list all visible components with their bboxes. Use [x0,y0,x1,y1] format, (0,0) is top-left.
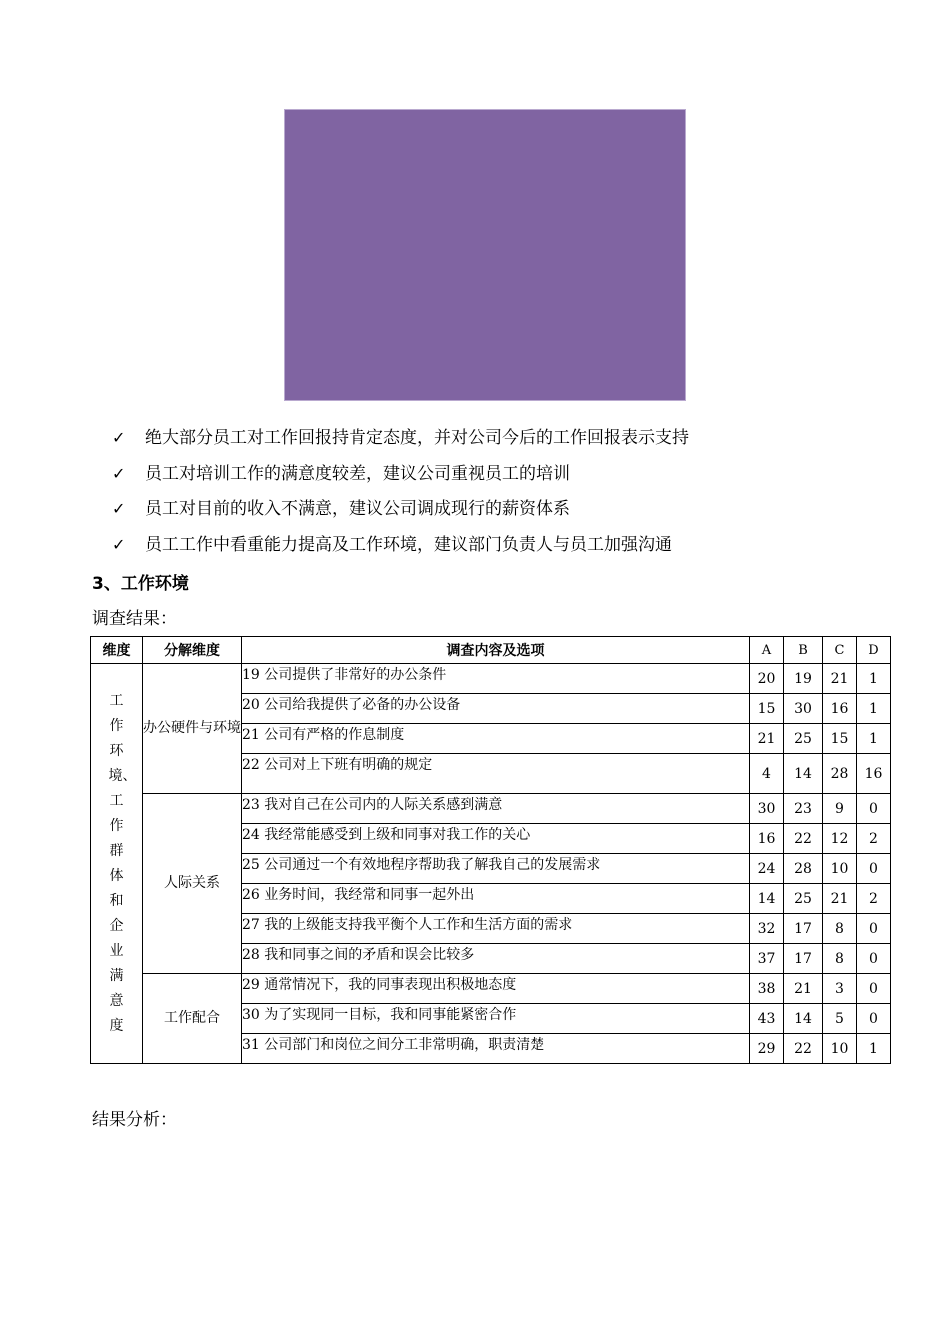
item-cell: 31 公司部门和岗位之间分工非常明确，职责清楚 [242,1034,750,1064]
checkmark-icon: ✓ [112,499,126,518]
count-d: 0 [857,1004,891,1034]
bullet-item [112,425,689,461]
count-a: 29 [750,1034,784,1064]
count-a: 38 [750,974,784,1004]
table-header-row [91,637,891,664]
count-c: 10 [823,1034,857,1064]
count-d: 1 [857,724,891,754]
count-c: 8 [823,944,857,974]
count-d: 0 [857,914,891,944]
count-d: 0 [857,794,891,824]
count-b: 28 [784,854,823,884]
count-d: 16 [857,754,891,794]
bullet-item [112,461,689,497]
count-b: 22 [784,824,823,854]
count-d: 2 [857,824,891,854]
count-b: 25 [784,724,823,754]
count-c: 12 [823,824,857,854]
count-b: 17 [784,944,823,974]
item-cell: 21 公司有严格的作息制度 [242,724,750,754]
count-a: 21 [750,724,784,754]
table-row [91,974,891,1004]
count-a: 16 [750,824,784,854]
purple-figure-placeholder [284,109,686,401]
item-cell: 27 我的上级能支持我平衡个人工作和生活方面的需求 [242,914,750,944]
bullet-text: 绝大部分员工对工作回报持肯定态度，并对公司今后的工作回报表示支持 [145,428,689,448]
count-d: 0 [857,974,891,1004]
bullet-text: 员工工作中看重能力提高及工作环境，建议部门负责人与员工加强沟通 [145,534,672,555]
count-b: 25 [784,884,823,914]
count-a: 15 [750,694,784,724]
conclusion-bullet-list [112,425,689,567]
count-a: 43 [750,1004,784,1034]
count-b: 30 [784,694,823,724]
table-row [91,794,891,824]
count-a: 4 [750,754,784,794]
count-a: 37 [750,944,784,974]
count-a: 32 [750,914,784,944]
header-a: A [750,637,784,664]
survey-result-label: 调查结果： [92,609,177,629]
analysis-label: 结果分析： [92,1110,177,1130]
count-d: 1 [857,694,891,724]
item-cell: 23 我对自己在公司内的人际关系感到满意 [242,794,750,824]
table-row [91,664,891,694]
bullet-text: 员工对培训工作的满意度较差，建议公司重视员工的培训 [145,463,570,484]
subdimension-cell: 办公硬件与环境 [143,664,242,794]
count-b: 14 [784,1004,823,1034]
bullet-item [112,496,689,532]
count-c: 28 [823,754,857,794]
bullet-text: 员工对目前的收入不满意，建议公司调成现行的薪资体系 [145,499,570,519]
section-heading: 3、工作环境 [92,574,189,594]
item-cell: 25 公司通过一个有效地程序帮助我了解我自己的发展需求 [242,854,750,884]
header-subdimension: 分解维度 [143,637,242,664]
count-c: 15 [823,724,857,754]
checkmark-icon: ✓ [112,534,126,554]
count-a: 20 [750,664,784,694]
count-c: 16 [823,694,857,724]
count-a: 24 [750,854,784,884]
count-b: 22 [784,1034,823,1064]
checkmark-icon: ✓ [112,428,126,447]
count-a: 30 [750,794,784,824]
checkmark-icon: ✓ [112,463,126,483]
item-cell: 20 公司给我提供了必备的办公设备 [242,694,750,724]
count-b: 23 [784,794,823,824]
count-c: 3 [823,974,857,1004]
count-d: 0 [857,854,891,884]
count-d: 1 [857,1034,891,1064]
item-cell: 26 业务时间，我经常和同事一起外出 [242,884,750,914]
subdimension-cell: 工作配合 [143,974,242,1064]
item-cell: 24 我经常能感受到上级和同事对我工作的关心 [242,824,750,854]
count-b: 17 [784,914,823,944]
header-b: B [784,637,823,664]
item-cell: 28 我和同事之间的矛盾和误会比较多 [242,944,750,974]
count-b: 19 [784,664,823,694]
header-dimension: 维度 [91,637,143,664]
count-a: 14 [750,884,784,914]
survey-table [90,636,891,1064]
dimension-cell: 工作环境、工作群体和企业满意度 [91,664,143,1064]
count-d: 1 [857,664,891,694]
header-d: D [857,637,891,664]
count-c: 9 [823,794,857,824]
header-c: C [823,637,857,664]
count-c: 21 [823,884,857,914]
item-cell: 22 公司对上下班有明确的规定 [242,754,750,794]
count-d: 0 [857,944,891,974]
bullet-item [112,532,689,568]
item-cell: 19 公司提供了非常好的办公条件 [242,664,750,694]
count-c: 5 [823,1004,857,1034]
count-b: 14 [784,754,823,794]
count-d: 2 [857,884,891,914]
item-cell: 29 通常情况下，我的同事表现出积极地态度 [242,974,750,1004]
subdimension-cell: 人际关系 [143,794,242,974]
item-cell: 30 为了实现同一目标，我和同事能紧密合作 [242,1004,750,1034]
count-c: 10 [823,854,857,884]
header-item: 调查内容及选项 [242,637,750,664]
count-c: 21 [823,664,857,694]
count-b: 21 [784,974,823,1004]
count-c: 8 [823,914,857,944]
